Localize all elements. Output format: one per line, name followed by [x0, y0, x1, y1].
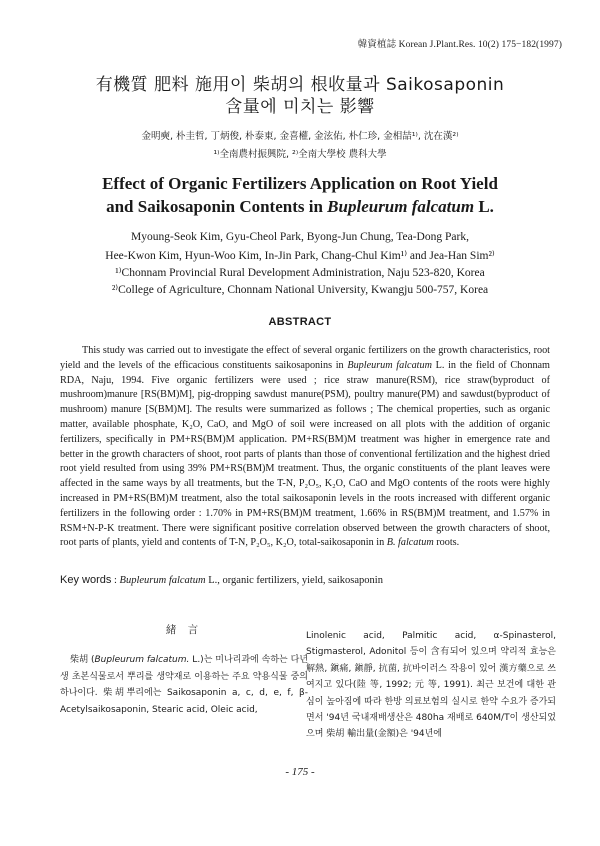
page-number: - 175 -	[285, 766, 315, 778]
intro-left-species: Bupleurum falcatum.	[94, 655, 190, 666]
intro-paragraph-right: Linolenic acid, Palmitic acid, α-Spinasterol, Stigmasterol, Adonitol 등이 含有되어 있으며 약리적 효능은 解熱, 鎭痛, 鎭靜, 抗菌, 抗바이러스 작용이 있어 漢方藥으로 쓰여지고 있다(陸 等, 1992; 元 等, 1991). 최근 보건에 대한 관심이 높아짐에 따라 한방 의료보험의 실시로 한약 수요가 증가되면서 '94년 국내재배생산은 480ha 재배로 640M/T이 생산되었으며 柴胡 輸出量(金額)은 '94년에	[306, 631, 556, 740]
intro-paragraph-left	[60, 652, 308, 718]
intro-left-text-a: 柴胡 (	[70, 655, 95, 666]
running-head: 韓資植誌 Korean J.Plant.Res. 10(2) 175−182(1997)	[357, 40, 562, 50]
english-affiliation-1: ¹⁾Chonnam Provincial Rural Development Administration, Naju 523-820, Korea	[115, 267, 485, 279]
section-heading-introduction: 緒 言	[165, 624, 203, 636]
intro-left-text-b: L.)는 미나리과에 속하는 다년생 초본식물로서 뿌리를 생약재로 이용하는 주요 약용식물 중의 하나이다. 柴胡뿌리에는 Saikosaponin a, c, d, e, f, β-Acetylsaikosaponin, Stearic acid, Oleic acid,	[60, 655, 309, 715]
keywords-separator: :	[111, 575, 120, 586]
english-title-species: Bupleurum falcatum	[327, 197, 475, 216]
korean-affiliations: ¹⁾全南農村振興院, ²⁾全南大學校 農科大學	[213, 149, 387, 160]
english-authors-line-2: Hee-Kwon Kim, Hyun-Woo Kim, In-Jin Park, Chang-Chul Kim¹⁾ and Jea-Han Sim²⁾	[105, 250, 495, 262]
korean-title-line-1: 有機質 肥料 施用이 柴胡의 根收量과 Saikosaponin	[95, 75, 505, 95]
english-affiliation-2: ²⁾College of Agriculture, Chonnam National University, Kwangju 500-757, Korea	[111, 284, 489, 296]
keywords-label: Key words	[60, 574, 112, 586]
keywords-species: Bupleurum falcatum	[119, 575, 206, 586]
abstract-text-a: This study was carried out to investigate the effect of several organic fertilizers on the growth characteristics, root yield and the levels of the efficacious constituents saikosaponins in	[60, 345, 550, 371]
abstract-body	[60, 344, 550, 551]
english-title-line-2	[0, 197, 600, 217]
abstract-species: Bupleurum falcatum	[347, 359, 432, 371]
korean-author-list: 金明奭, 朴圭哲, 丁炳俊, 朴泰東, 金喜權, 金泫佑, 朴仁珍, 金相喆¹⁾, 沈在漢²⁾	[141, 131, 459, 142]
abstract-text-b: L. in the field of Chonnam RDA, Naju, 1994. Five organic fertilizers were used ; rice straw manure(RSM), rice straw(byproduct of mushroom)manure [RS(BM)M], pig-dropping sawdust manure(PSM), poultry manure(PM) and sawdust(byproduct of mushroom) manure [S(BM)M]. The results were summarized as follows ; The chemical properties, such as organic matter, available phosphate, K₂O, CaO, and MgO of soil were increased on all plots with the addition of organic fertilizers, specifically in PM+RS(BM)M application. PM+RS(BM)M treatment was higher in emergence rate and better in the growth characters of shoot, root parts of plants than those of conventional fertilization and the highest dried root yield resulted from using 39% PM+RS(BM)M treatment. Thus, the organic constituents of the plant leaves were affected in the same ways by all treatments, but the T-N, P₂O₅, K₂O, CaO and MgO contents of the roots were highly increased in PM+RS(BM)M treatment, also the total saikosaponin levels in the roots increased with different organic fertilizers in the following order : 1.70% in PM+RS(BM)M treatment, 1.66% in RS(BM)M treatment, and 1.57% in RSM+N-P-K treatment. There were significant positive correlation observed between the growth characters of shoot, root parts of plants, yield and contents of T-N, P₂O₅, K₂O, total-saikosaponin in	[60, 359, 550, 549]
keywords-line	[60, 574, 550, 586]
abstract-text-c: roots.	[433, 537, 460, 549]
body-right-column	[306, 628, 556, 743]
english-authors-line-1: Myoung-Seok Kim, Gyu-Cheol Park, Byong-Jun Chung, Tea-Dong Park,	[131, 231, 469, 243]
body-left-column	[60, 622, 308, 718]
korean-title-line-2: 含量에 미치는 影響	[225, 97, 375, 117]
keywords-rest: L., organic fertilizers, yield, saikosaponin	[205, 575, 383, 586]
abstract-species-abbrev: B. falcatum	[386, 537, 434, 549]
english-title-text: and Saikosaponin Contents in	[106, 197, 328, 216]
english-title-line-1: Effect of Organic Fertilizers Application on Root Yield	[102, 174, 498, 193]
english-title-end: L.	[474, 197, 494, 216]
abstract-heading: ABSTRACT	[268, 316, 332, 328]
abstract-paragraph	[60, 344, 550, 551]
